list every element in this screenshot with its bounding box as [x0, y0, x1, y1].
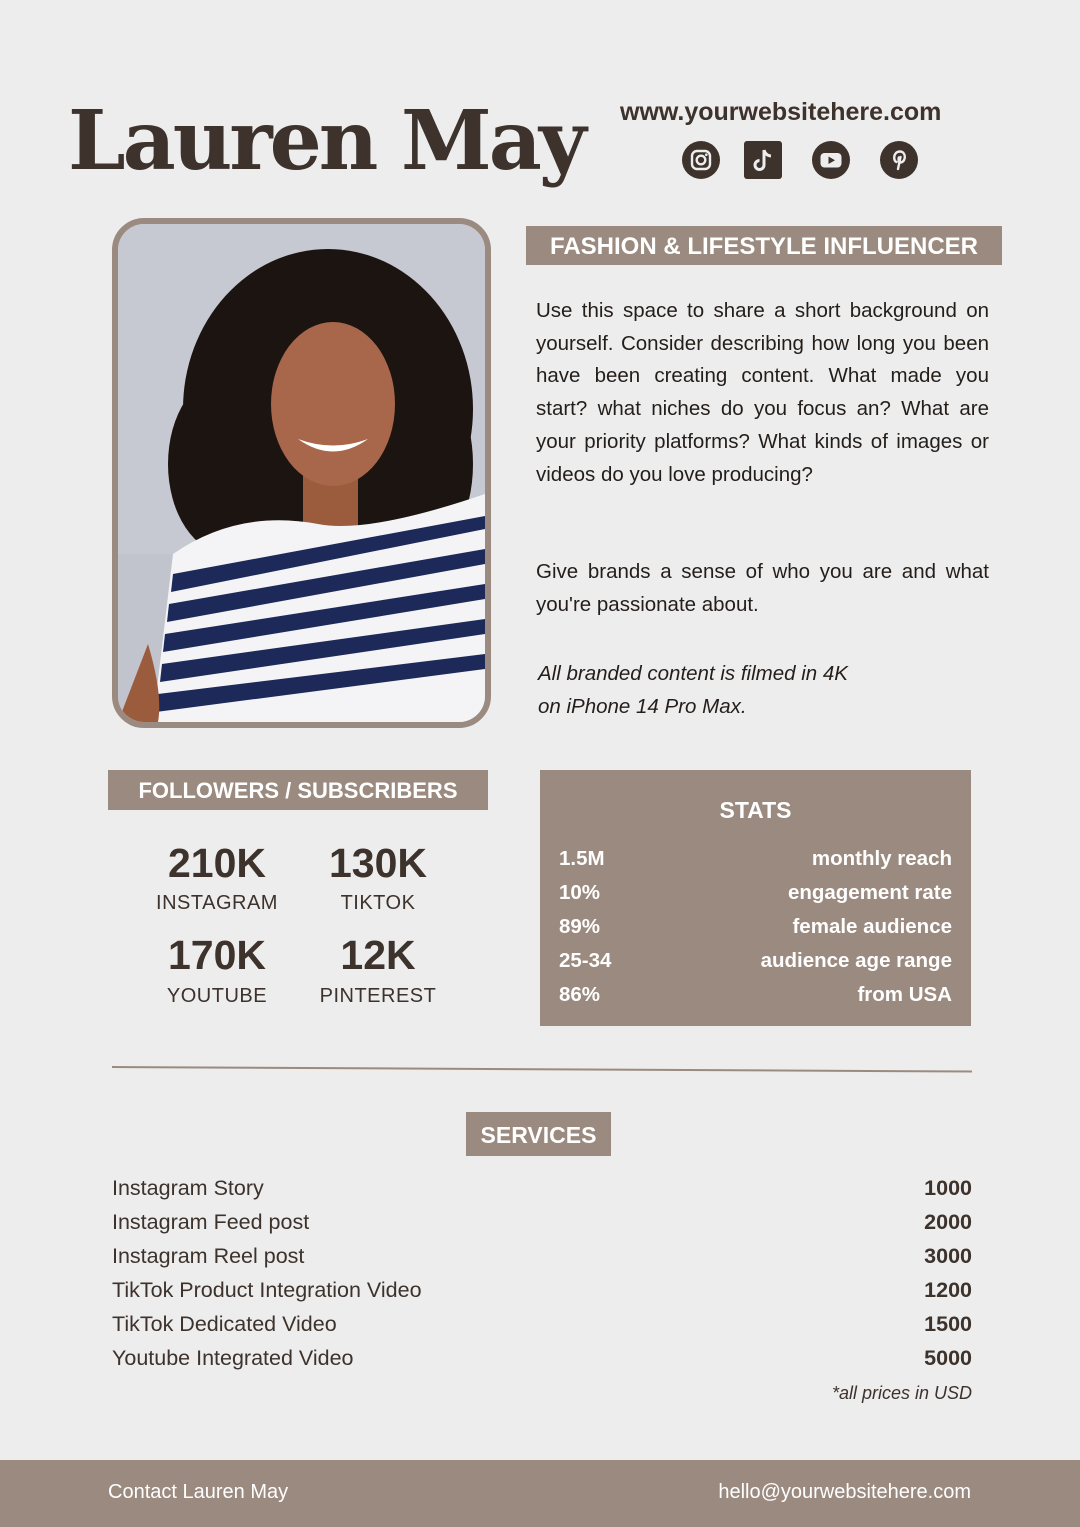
service-name: Instagram Reel post: [112, 1244, 305, 1268]
service-row: [112, 1312, 972, 1342]
stat-value: 86%: [559, 983, 601, 1006]
service-row: [112, 1244, 972, 1274]
follower-platform: TIKTOK: [340, 892, 416, 914]
service-row: [112, 1346, 972, 1376]
follower-platform: INSTAGRAM: [156, 892, 278, 914]
followers-title: FOLLOWERS / SUBSCRIBERS: [108, 770, 488, 810]
instagram-icon[interactable]: [681, 140, 721, 180]
stat-value: 1.5M: [559, 847, 605, 870]
service-name: Instagram Feed post: [112, 1210, 310, 1234]
stat-label: monthly reach: [811, 847, 952, 870]
stat-value: 89%: [559, 915, 601, 938]
service-price: 1000: [924, 1176, 972, 1200]
follower-platform: PINTEREST: [319, 985, 437, 1007]
stats-panel: [540, 770, 971, 1026]
follower-count: 170K: [167, 932, 266, 978]
price-note: *all prices in USD: [831, 1383, 972, 1403]
service-price: 3000: [924, 1244, 972, 1268]
service-row: [112, 1176, 972, 1206]
service-price: 5000: [924, 1346, 972, 1370]
stat-label: engagement rate: [787, 881, 952, 904]
stats-title: STATS: [719, 797, 792, 823]
profile-photo: [112, 218, 491, 728]
bio-paragraph: Give brands a sense of who you are and what you're passionate about.: [536, 560, 989, 616]
stat-label: female audience: [792, 915, 952, 938]
follower-count: 130K: [328, 840, 427, 886]
stat-row: [559, 949, 952, 979]
service-row: [112, 1210, 972, 1240]
service-row: [112, 1278, 972, 1308]
stat-label: audience age range: [760, 949, 952, 972]
section-divider: [112, 1066, 972, 1073]
service-price: 1200: [924, 1278, 972, 1302]
bio-paragraph: Use this space to share a short background on yourself. Consider describing how long you been have been creating content. What made you start? what niches do you focus an? What are your priority platforms? What kinds of images or videos do you love producing?: [536, 299, 989, 486]
equipment-note: All branded content is filmed in 4K: [538, 662, 848, 685]
website-link[interactable]: www.yourwebsitehere.com: [620, 98, 942, 126]
stat-row: [559, 915, 952, 945]
service-name: TikTok Dedicated Video: [112, 1312, 337, 1336]
service-price: 1500: [924, 1312, 972, 1336]
contact-label: Contact Lauren May: [108, 1481, 289, 1503]
follower-count: 210K: [167, 840, 266, 886]
footer: [0, 1460, 1080, 1527]
tiktok-icon[interactable]: [743, 140, 783, 180]
follower-platform: YOUTUBE: [166, 985, 268, 1007]
page-title: Lauren May: [68, 93, 584, 189]
service-name: TikTok Product Integration Video: [112, 1278, 422, 1302]
service-name: Instagram Story: [112, 1176, 264, 1200]
follower-count: 12K: [340, 932, 416, 978]
youtube-icon[interactable]: [811, 140, 851, 180]
stat-label: from USA: [857, 983, 952, 1006]
stat-value: 10%: [559, 881, 601, 904]
influencer-title: FASHION & LIFESTYLE INFLUENCER: [526, 226, 1002, 265]
stat-row: [559, 983, 952, 1013]
service-price: 2000: [924, 1210, 972, 1234]
stat-value: 25-34: [559, 949, 612, 972]
stat-row: [559, 881, 952, 911]
stat-row: [559, 847, 952, 877]
service-name: Youtube Integrated Video: [112, 1346, 354, 1370]
email-link[interactable]: hello@yourwebsitehere.com: [718, 1481, 971, 1503]
equipment-note: on iPhone 14 Pro Max.: [538, 695, 747, 718]
services-title: SERVICES: [466, 1112, 611, 1156]
pinterest-icon[interactable]: [879, 140, 919, 180]
